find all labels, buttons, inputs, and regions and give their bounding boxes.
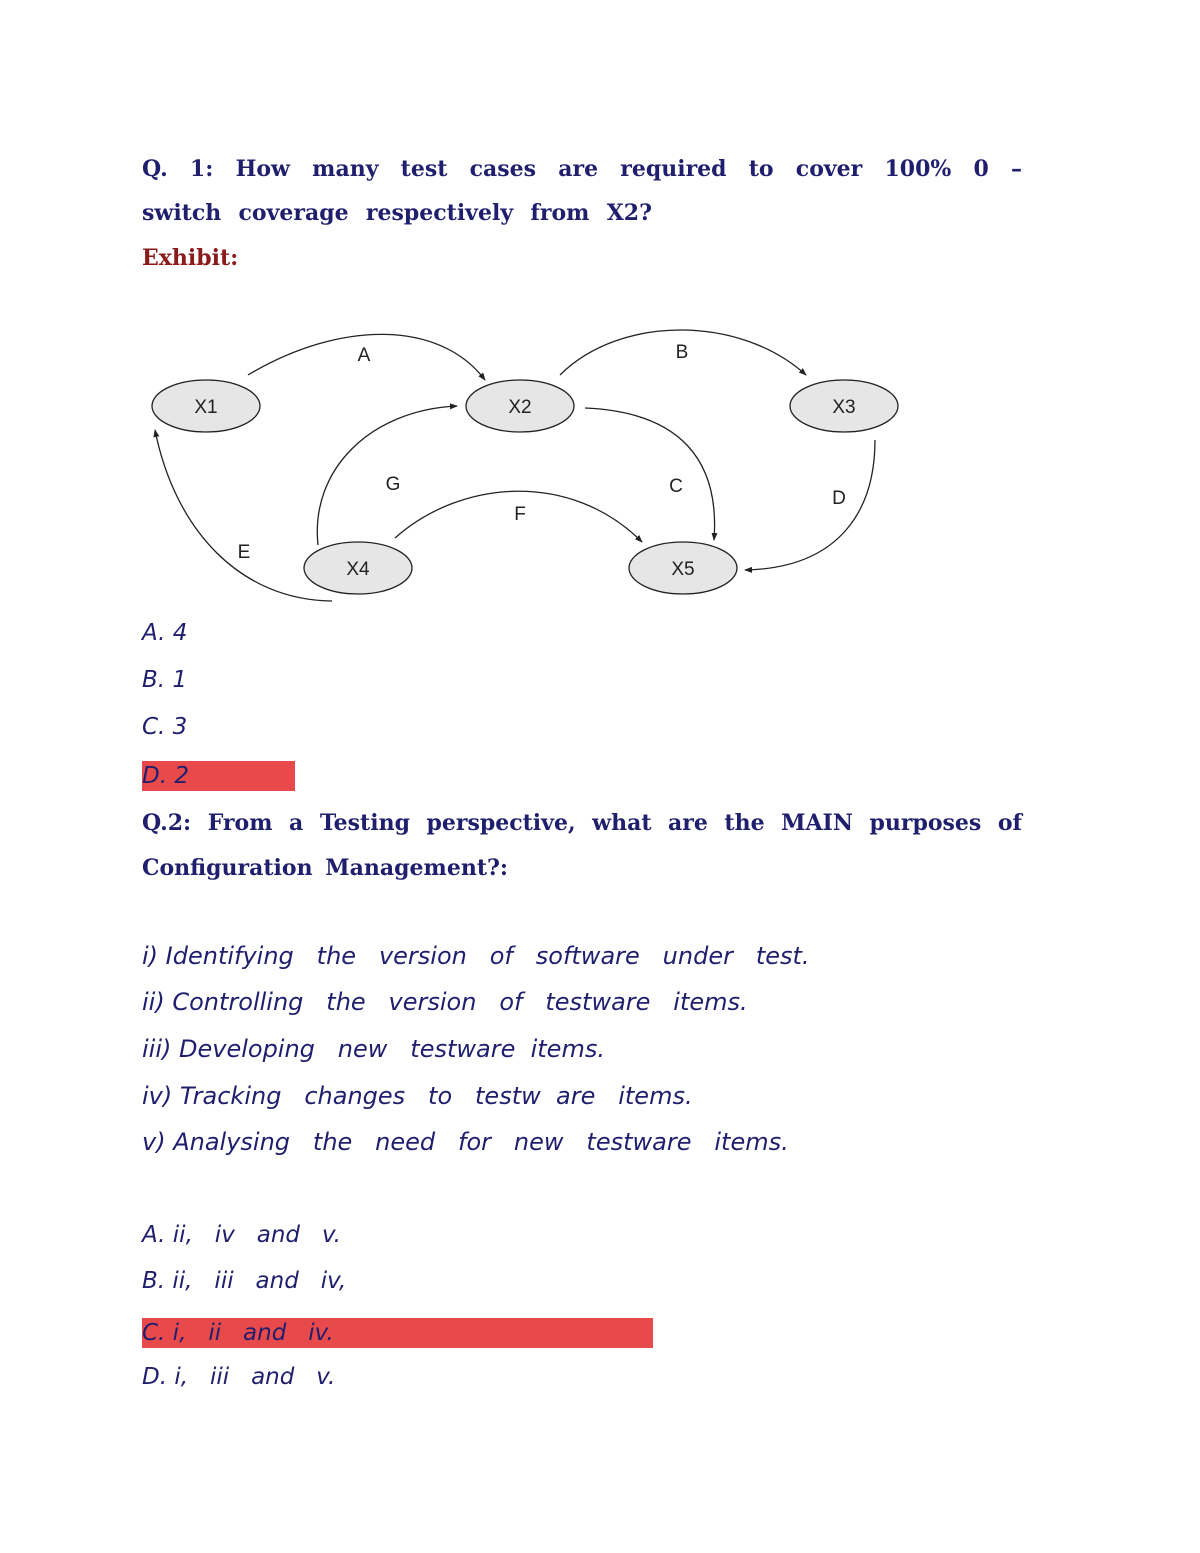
- transition-label-d: D: [832, 488, 846, 509]
- state-label-x3: X3: [832, 397, 856, 418]
- transition-d: [745, 440, 875, 570]
- transition-label-f: F: [514, 504, 526, 525]
- q2-option-b[interactable]: B. ii, iii and iv,: [142, 1268, 347, 1294]
- state-label-x4: X4: [346, 559, 370, 580]
- q2-option-d[interactable]: D. i, iii and v.: [142, 1364, 336, 1390]
- state-transition-diagram: [140, 300, 920, 610]
- q2-item-ii: ii) Controlling the version of testware items.: [142, 988, 748, 1016]
- q2-item-iii: iii) Developing new testware items.: [142, 1035, 605, 1063]
- q2-item-i: i) Identifying the version of software under test.: [142, 942, 810, 970]
- q1-option-d[interactable]: D. 2: [142, 761, 295, 791]
- state-label-x5: X5: [671, 559, 695, 580]
- state-label-x2: X2: [508, 397, 532, 418]
- transition-label-c: C: [669, 476, 683, 497]
- state-label-x1: X1: [194, 397, 218, 418]
- q1-option-b[interactable]: B. 1: [142, 667, 188, 693]
- transition-label-b: B: [675, 342, 689, 363]
- q2-text-line2: Configuration Management?:: [142, 855, 508, 881]
- transition-c: [585, 408, 715, 540]
- q2-option-c[interactable]: C. i, ii and iv.: [142, 1318, 653, 1348]
- q2-item-iv: iv) Tracking changes to testw are items.: [142, 1082, 693, 1110]
- transition-label-g: G: [385, 474, 401, 495]
- q1-text-line2: switch coverage respectively from X2?: [142, 200, 652, 226]
- transition-label-e: E: [237, 542, 251, 563]
- q2-option-a[interactable]: A. ii, iv and v.: [142, 1222, 341, 1248]
- q1-option-a[interactable]: A. 4: [142, 620, 188, 646]
- q2-text-line1: Q.2: From a Testing perspective, what are the MAIN purposes of: [142, 810, 1022, 836]
- q1-text-line1: Q. 1: How many test cases are required to cover 100% 0 –: [142, 156, 1022, 182]
- q2-item-v: v) Analysing the need for new testware items.: [142, 1128, 789, 1156]
- exhibit-label: Exhibit:: [142, 245, 239, 271]
- q1-option-c[interactable]: C. 3: [142, 714, 188, 740]
- transition-label-a: A: [357, 345, 371, 366]
